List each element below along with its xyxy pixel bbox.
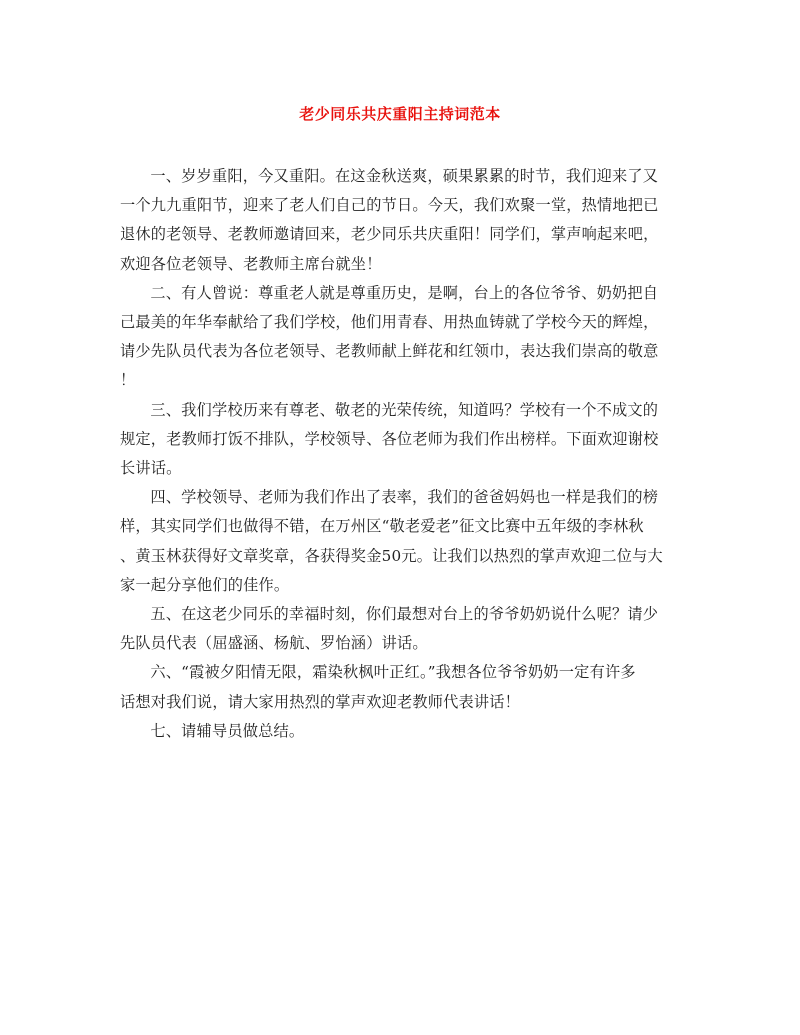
paragraph [120,279,680,396]
paragraph [120,162,680,279]
document-title: 老少同乐共庆重阳主持词范本 [299,105,501,123]
paragraph-line: 己最美的年华奉献给了我们学校，他们用青春、用热血铸就了学校今天的辉煌， [120,313,659,332]
paragraph-line: 长讲话。 [120,459,182,478]
paragraph-line: ！ [120,371,136,390]
paragraph [120,396,680,484]
paragraph-line: 七、请辅导员做总结。 [150,721,305,740]
document-body [120,162,680,746]
paragraph-line: 三、我们学校历来有尊老、敬老的光荣传统，知道吗？学校有一个不成文的 [150,400,659,419]
paragraph [120,600,680,658]
paragraph [120,658,680,716]
paragraph-line: 家一起分享他们的佳作。 [120,575,290,594]
paragraph-line: 二、有人曾说：尊重老人就是尊重历史，是啊，台上的各位爷爷、奶奶把自 [150,283,659,302]
paragraph-line: 六、“霞被夕阳情无限，霜染秋枫叶正红。”我想各位爷爷奶奶一定有许多 [150,663,636,682]
paragraph [120,483,680,600]
paragraph-line: 先队员代表（屈盛涵、杨航、罗怡涵）讲话。 [120,634,428,653]
paragraph-line: 欢迎各位老领导、老教师主席台就坐！ [120,254,382,273]
paragraph-line: 五、在这老少同乐的幸福时刻，你们最想对台上的爷爷奶奶说什么呢？请少 [150,605,659,624]
paragraph-line: 请少先队员代表为各位老领导、老教师献上鲜花和红领巾，表达我们崇高的敬意 [120,342,659,361]
paragraph-line: 话想对我们说，请大家用热烈的掌声欢迎老教师代表讲话！ [120,692,521,711]
paragraph-line: 一个九九重阳节，迎来了老人们自己的节日。今天，我们欢聚一堂，热情地把已 [120,196,659,215]
paragraph-line: 、黄玉林获得好文章奖章，各获得奖金50元。让我们以热烈的掌声欢迎二位与大 [120,546,663,565]
paragraph-line: 退休的老领导、老教师邀请回来，老少同乐共庆重阳！同学们，掌声响起来吧， [120,225,659,244]
paragraph-line: 一、岁岁重阳，今又重阳。在这金秋送爽，硕果累累的时节，我们迎来了又 [150,167,659,185]
paragraph-line: 四、学校领导、老师为我们作出了表率，我们的爸爸妈妈也一样是我们的榜 [150,488,659,507]
paragraph [120,717,680,746]
paragraph-line: 样，其实同学们也做得不错，在万州区“敬老爱老”征文比赛中五年级的李林秋 [120,517,644,536]
paragraph-line: 规定，老教师打饭不排队，学校领导、各位老师为我们作出榜样。下面欢迎谢校 [120,429,659,448]
